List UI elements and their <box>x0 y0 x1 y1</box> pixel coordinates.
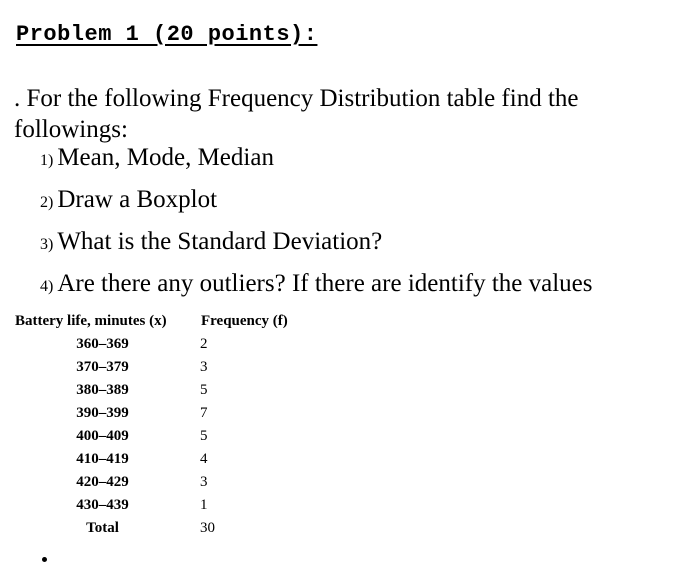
question-4 <box>40 270 593 298</box>
question-text: Mean, Mode, Median <box>57 144 274 171</box>
row-frequency: 2 <box>200 336 208 352</box>
question-text: Are there any outliers? If there are identify the values <box>57 270 593 297</box>
bullet-dot <box>42 557 47 562</box>
row-class: 400–409 <box>76 428 129 444</box>
row-frequency: 3 <box>200 474 208 490</box>
row-class: 430–439 <box>76 497 129 513</box>
question-1 <box>40 144 274 172</box>
question-number: 3) <box>40 236 54 253</box>
total-value: 30 <box>200 520 215 536</box>
question-number: 2) <box>40 194 54 211</box>
row-frequency: 5 <box>200 382 208 398</box>
question-3 <box>40 228 382 256</box>
row-frequency: 3 <box>200 359 208 375</box>
row-class: 390–399 <box>76 405 129 421</box>
row-class: 380–389 <box>76 382 129 398</box>
question-number: 4) <box>40 278 54 295</box>
problem-intro: . For the following Frequency Distribution table find the followings: <box>14 85 579 143</box>
total-label: Total <box>86 520 119 536</box>
row-frequency: 5 <box>200 428 208 444</box>
header-frequency: Frequency (f) <box>201 313 288 329</box>
header-battery-life: Battery life, minutes (x) <box>15 313 167 329</box>
row-class: 360–369 <box>76 336 129 352</box>
row-class: 410–419 <box>76 451 129 467</box>
question-text: Draw a Boxplot <box>57 186 218 213</box>
question-2 <box>40 186 217 214</box>
row-class: 370–379 <box>76 359 129 375</box>
row-frequency: 7 <box>200 405 208 421</box>
row-class: 420–429 <box>76 474 129 490</box>
question-text: What is the Standard Deviation? <box>57 228 383 255</box>
question-number: 1) <box>40 152 54 169</box>
row-frequency: 1 <box>200 497 208 513</box>
row-frequency: 4 <box>200 451 208 467</box>
problem-title: Problem 1 (20 points): <box>16 22 318 47</box>
